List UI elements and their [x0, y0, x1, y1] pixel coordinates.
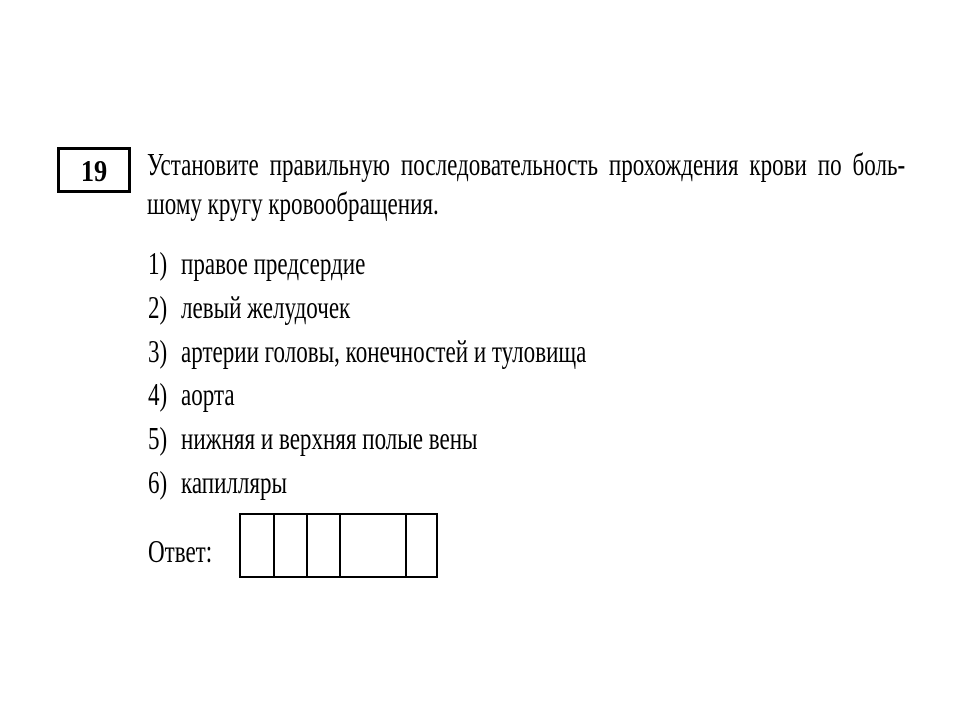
option-text: артерии головы, конечностей и туловища	[181, 333, 587, 369]
option-item	[148, 422, 748, 456]
answer-cell	[306, 515, 339, 576]
option-text: аорта	[181, 376, 235, 412]
option-text: левый желудочек	[181, 289, 351, 325]
option-text: правое предсердие	[181, 245, 366, 281]
option-item	[148, 247, 748, 281]
option-marker: 4)	[148, 376, 168, 412]
answer-label: Ответ:	[148, 533, 213, 569]
option-marker: 1)	[148, 245, 168, 281]
answer-cell	[405, 515, 436, 576]
answer-cell	[241, 515, 273, 576]
option-marker: 2)	[148, 289, 168, 325]
question-text-line-2: шому кругу кровообращения.	[147, 185, 439, 221]
option-text: капилляры	[181, 464, 288, 500]
task-number-box	[57, 147, 131, 193]
option-item	[148, 466, 748, 500]
answer-grid	[239, 513, 438, 578]
question-text-line-1: Установите правильную последовательность прохождения крови по боль-	[147, 146, 906, 182]
task-number: 19	[80, 152, 108, 188]
option-item	[148, 291, 748, 325]
option-item	[148, 378, 748, 412]
option-text: нижняя и верхняя полые вены	[181, 420, 478, 456]
option-marker: 3)	[148, 333, 168, 369]
answer-cell	[273, 515, 306, 576]
option-marker: 5)	[148, 420, 168, 456]
answer-cell	[339, 515, 405, 576]
option-item	[148, 335, 748, 369]
option-marker: 6)	[148, 464, 168, 500]
